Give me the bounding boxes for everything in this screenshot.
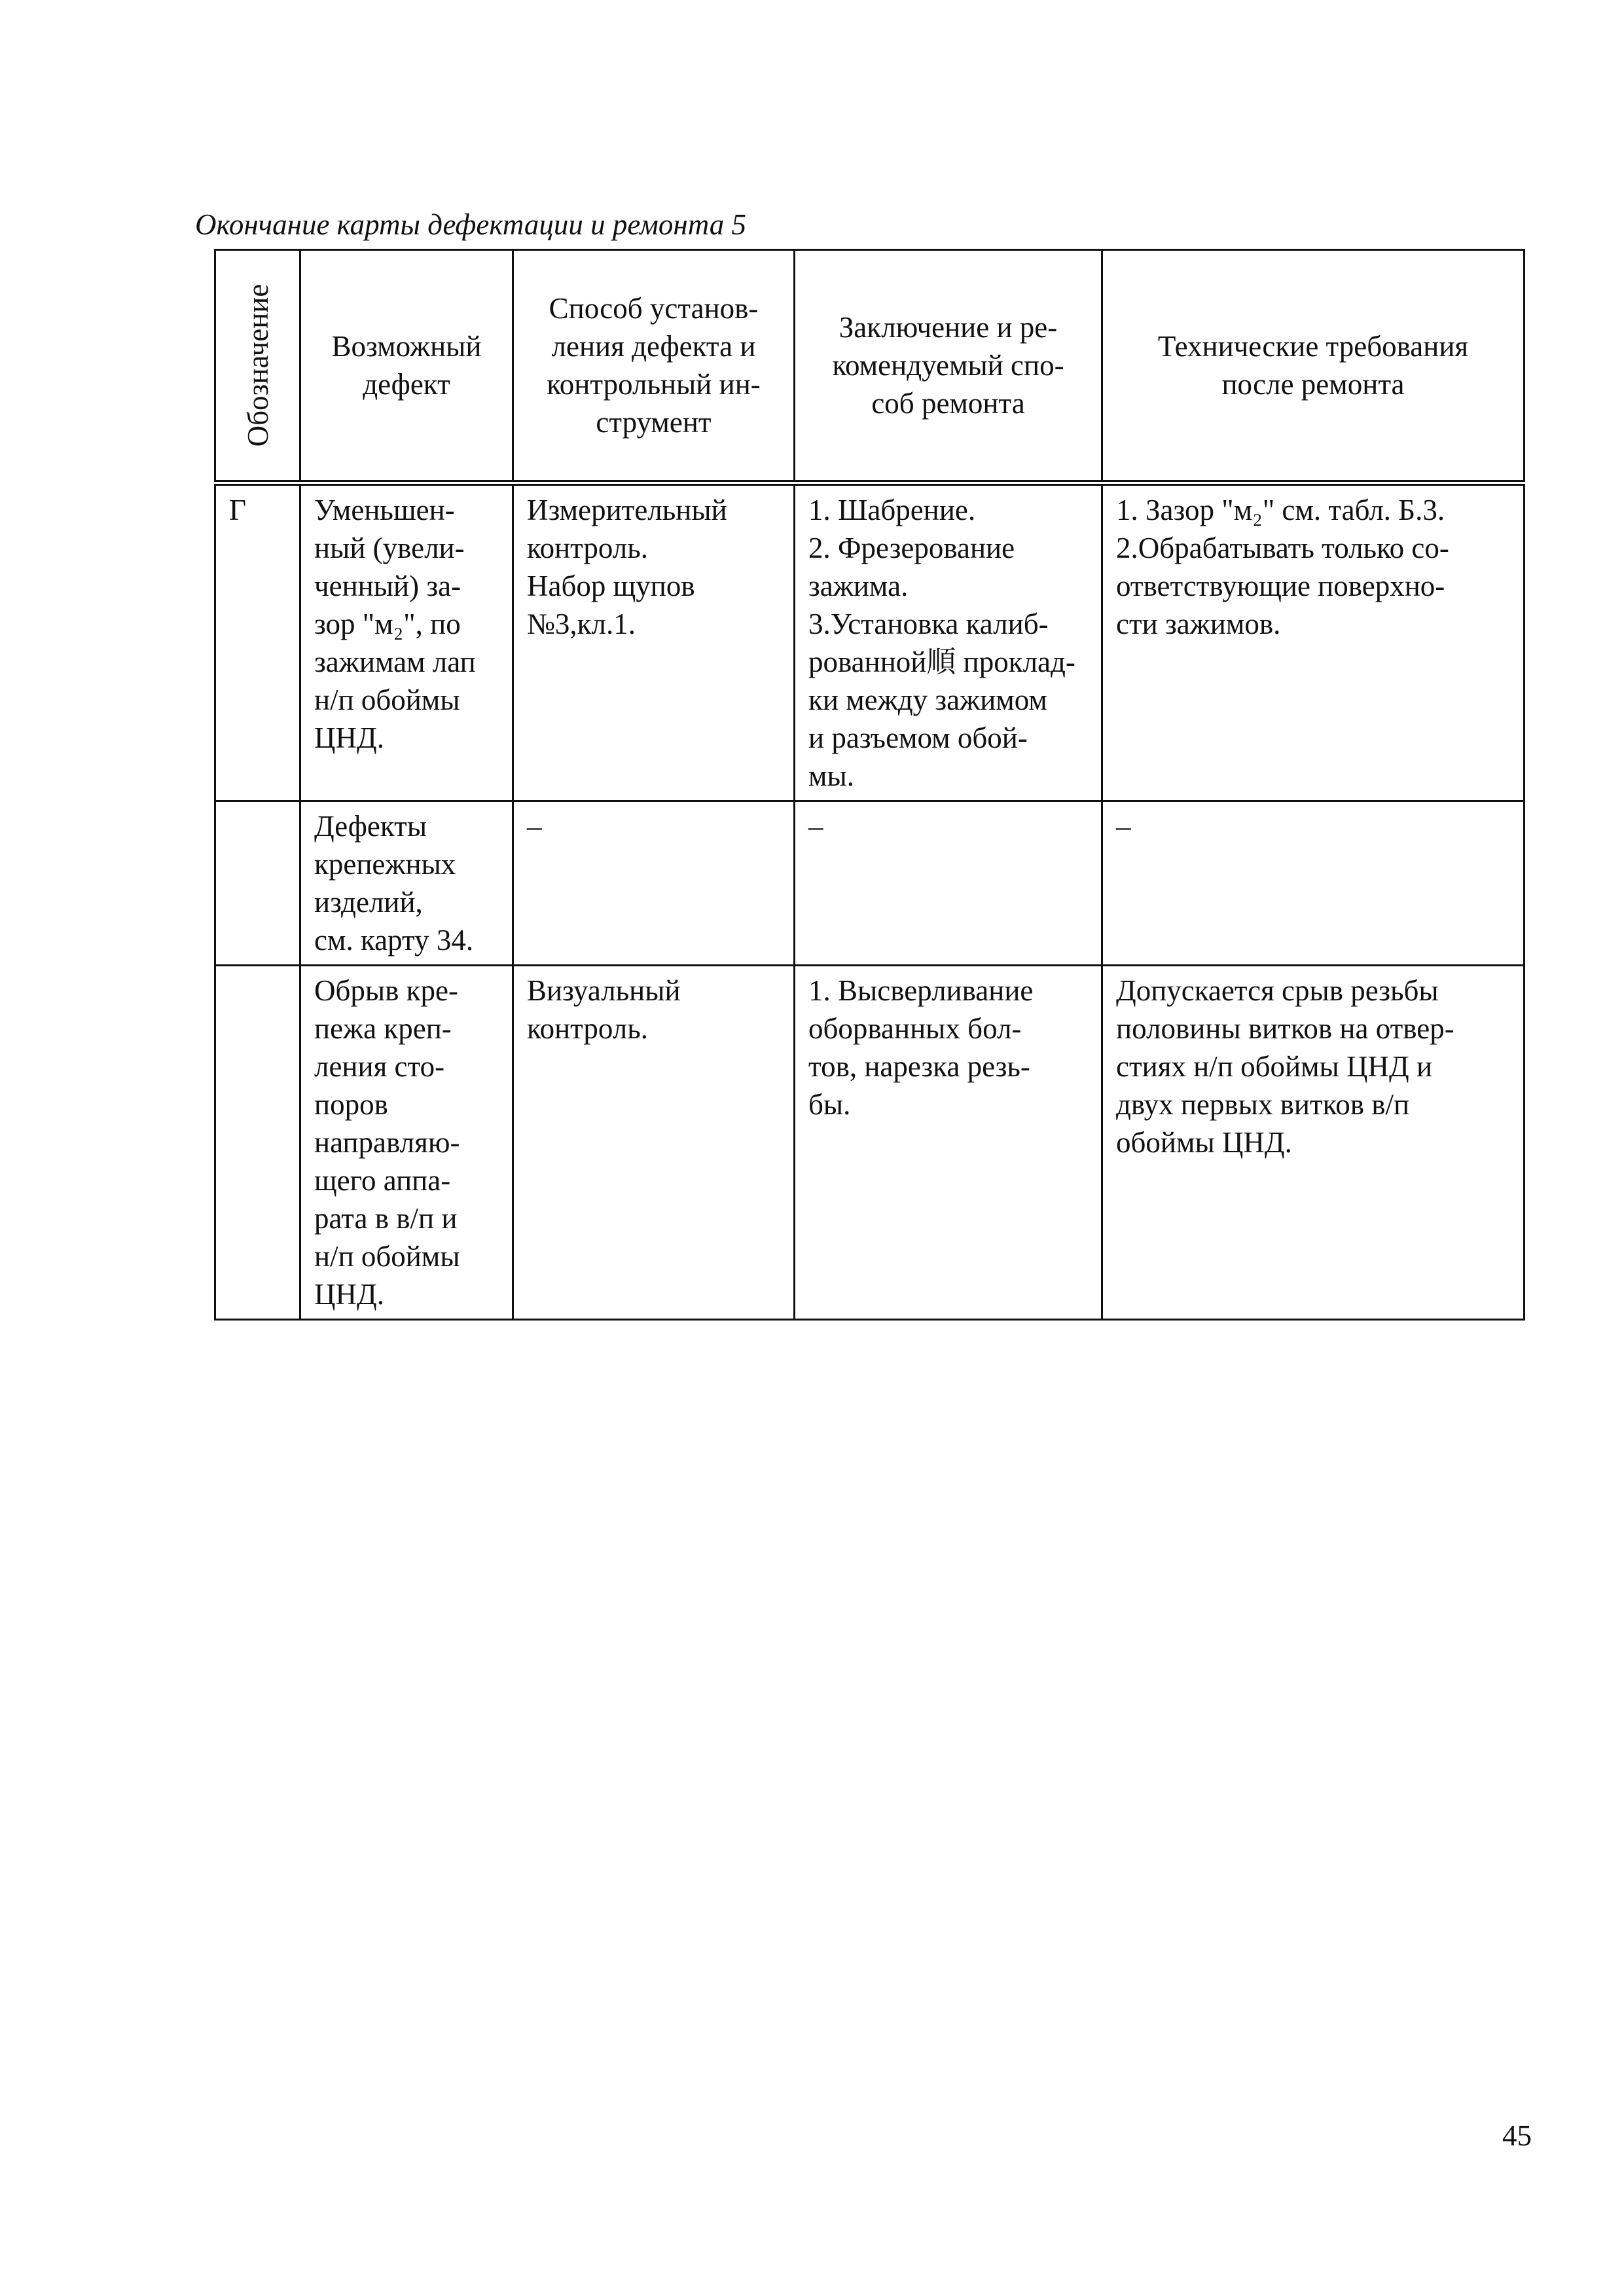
header-possible-defect: Возможный дефект: [300, 250, 513, 483]
table-row: [215, 483, 1525, 801]
table-header-row: [215, 250, 1525, 483]
cell-code: [215, 801, 300, 966]
table-row: [215, 801, 1525, 966]
cell-defect: Обрыв кре- пежа креп- ления сто- поров направляю- щего аппа- рата в в/п и н/п обоймы ЦНД.: [300, 966, 513, 1320]
cell-method: Измерительный контроль. Набор щупов №3,кл.1.: [513, 483, 795, 801]
defect-repair-table: [214, 249, 1525, 1321]
cell-code: [215, 966, 300, 1320]
cell-requirements: 1. Зазор "м₂" см. табл. Б.3. 2.Обрабатывать только со- ответствующие поверхно- сти зажимов.: [1102, 483, 1525, 801]
cell-requirements: Допускается срыв резьбы половины витков на отвер- стиях н/п обоймы ЦНД и двух первых витков в/п обоймы ЦНД.: [1102, 966, 1525, 1320]
cell-method: –: [513, 801, 795, 966]
header-designation: [215, 250, 300, 483]
cell-conclusion: –: [795, 801, 1102, 966]
cell-conclusion: 1. Высверливание оборванных бол- тов, нарезка резь- бы.: [795, 966, 1102, 1320]
cell-conclusion: 1. Шабрение. 2. Фрезерование зажима. 3.Установка калиб- рованной順 проклад- ки между зажимом и разъемом обой- мы.: [795, 483, 1102, 801]
header-detection-method: Способ установ- ления дефекта и контрольный ин- струмент: [513, 250, 795, 483]
cell-defect: Уменьшен- ный (увели- ченный) за- зор "м₂", по зажимам лап н/п обоймы ЦНД.: [300, 483, 513, 801]
header-technical-requirements: Технические требования после ремонта: [1102, 250, 1525, 483]
cell-defect: Дефекты крепежных изделий, см. карту 34.: [300, 801, 513, 966]
header-designation-label: Обозначение: [241, 283, 274, 447]
table-caption: Окончание карты дефектации и ремонта 5: [195, 208, 747, 241]
cell-requirements: –: [1102, 801, 1525, 966]
table-row: [215, 966, 1525, 1320]
cell-code: Г: [215, 483, 300, 801]
cell-method: Визуальный контроль.: [513, 966, 795, 1320]
page-number: 45: [1502, 2119, 1532, 2152]
header-conclusion: Заключение и ре- комендуемый спо- соб ремонта: [795, 250, 1102, 483]
